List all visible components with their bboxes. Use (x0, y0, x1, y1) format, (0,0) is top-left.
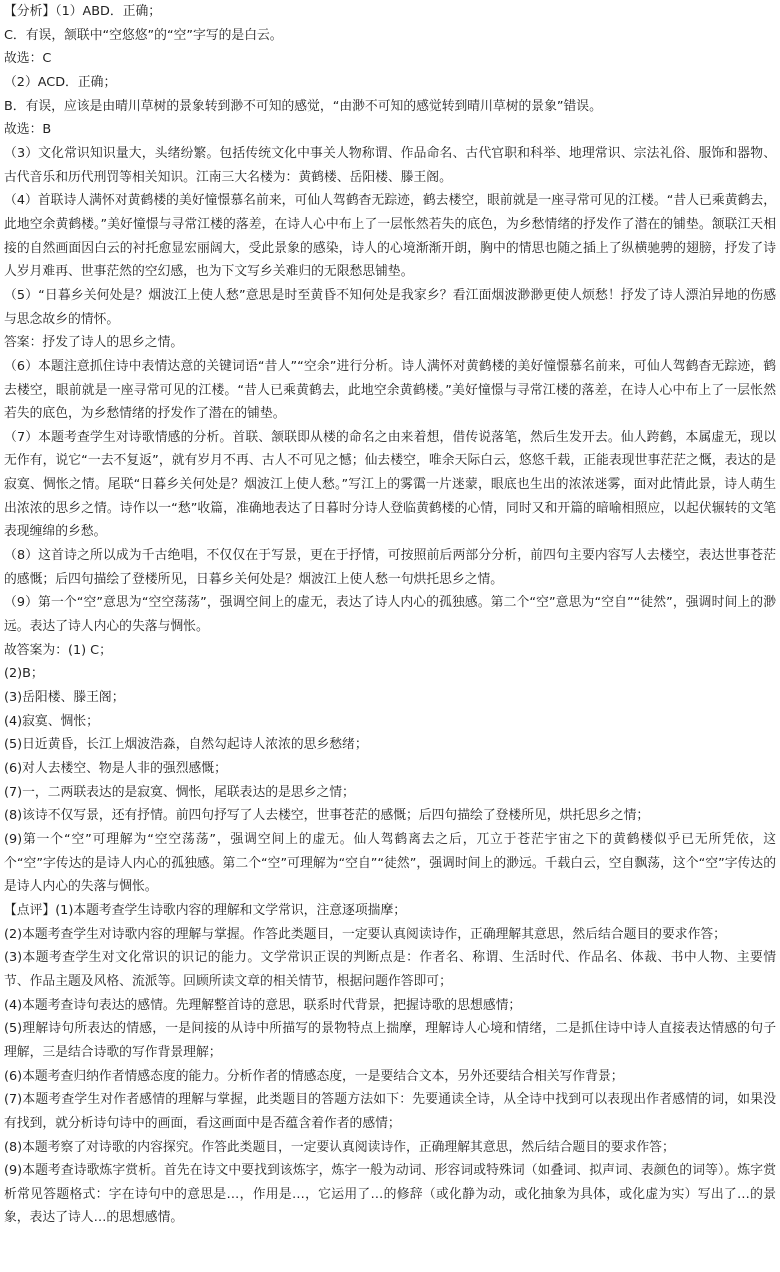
comment-4: (4)本题考查诗句表达的感情。先理解整首诗的意思，联系时代背景，把握诗歌的思想感情； (4, 997, 522, 1013)
paragraph-5: （5）“日暮乡关何处是？烟波江上使人愁”意思是时至黄昏不知何处是我家乡？看江面烟波渺渺更使人烦愁！抒发了诗人漂泊异地的伤感与思念故乡的情怀。 (4, 287, 776, 327)
answer-7: (7)一，二两联表达的是寂寞、惆怅，尾联表达的是思乡之情； (4, 784, 355, 800)
paragraph-8: （8）这首诗之所以成为千古绝唱，不仅仅在于写景，更在于抒情，可按照前后两部分分析，前四句主要内容写人去楼空，表达世事苍茫的感慨；后四句描绘了登楼所见，日暮乡关何处是？烟波江上使人愁一句烘托思乡之情。 (4, 548, 776, 587)
comment-9: (9)本题考查诗歌炼字赏析。首先在诗文中要找到该炼字，炼字一般为动词、形容词或特殊词（如叠词、拟声词、表颜色的词等）。炼字赏析常见答题格式：字在诗句中的意思是…，作用是…，它运用了…的修辞（或化静为动，或化抽象为具体，或化虚为实）写出了…的景象，表达了诗人…的思想感情。 (4, 1163, 776, 1226)
comment-2: (2)本题考查学生对诗歌内容的理解与掌握。作答此类题目，一定要认真阅读诗作，正确理解其意思，然后结合题目的要求作答； (4, 926, 726, 942)
answer-9: (9)第一个“空”可理解为“空空荡荡”，强调空间上的虚无。仙人驾鹤离去之后，兀立于苍茫宇宙之下的黄鹤楼似乎已无所凭依，这个“空”字传达的是诗人内心的孤独感。第二个“空”可理解为“空自”“徒然”，强调时间上的渺远。千载白云，空自飘荡，这个“空”字传达的是诗人内心的失落与惆怅。 (4, 831, 776, 895)
comment-1: 【点评】(1)本题考查学生诗歌内容的理解和文学常识，注意逐项揣摩； (4, 902, 407, 918)
paragraph-5-answer: 答案：抒发了诗人的思乡之情。 (4, 335, 184, 351)
answer-3: (3)岳阳楼、滕王阁； (4, 690, 125, 706)
comment-8: (8)本题考察了对诗歌的内容探究。作答此类题目，一定要认真阅读诗作，正确理解其意思，然后结合题目的要求作答； (4, 1139, 675, 1155)
paragraph-9: （9）第一个“空”意思为“空空荡荡”，强调空间上的虚无，表达了诗人内心的孤独感。第二个“空”意思为“空自”“徒然”，强调时间上的渺远。表达了诗人内心的失落与惆怅。 (4, 595, 776, 635)
comment-3: (3)本题考查学生对文化常识的识记的能力。文学常识正误的判断点是：作者名、称谓、生活时代、作品名、体裁、书中人物、主要情节、作品主题及风格、流派等。回顾所读文章的相关情节，根据问题作答即可； (4, 950, 776, 989)
paragraph-2-answer: 故选：B (4, 122, 52, 138)
paragraph-6: （6）本题注意抓住诗中表情达意的关键词语“昔人”“空余”进行分析。诗人满怀对黄鹤楼的美好憧憬慕名前来，可仙人驾鹤杳无踪迹，鹤去楼空，眼前就是一座寻常可见的江楼。“昔人已乘黄鹤去，此地空余黄鹤楼。”美好憧憬与寻常江楼的落差，在诗人心中布上了一层怅然若失的底色，为乡愁情绪的抒发作了潜在的铺垫。 (4, 358, 776, 422)
comment-6: (6)本题考查归纳作者情感态度的能力。分析作者的情感态度，一是要结合文本，另外还要结合相关写作背景； (4, 1068, 624, 1084)
paragraph-3: （3）文化常识知识量大，头绪纷繁。包括传统文化中事关人物称谓、作品命名、古代官职和科举、地理常识、宗法礼俗、服饰和器物、古代音乐和历代刑罚等相关知识。江南三大名楼为：黄鹤楼、岳阳楼、滕王阁。 (4, 145, 776, 185)
analysis-document (4, 0, 776, 1230)
paragraph-4: （4）首联诗人满怀对黄鹤楼的美好憧憬慕名前来，可仙人驾鹤杳无踪迹，鹤去楼空，眼前就是一座寻常可见的江楼。“昔人已乘黄鹤去，此地空余黄鹤楼。”美好憧憬与寻常江楼的落差，在诗人心中布上了一层怅然若失的底色，为乡愁情绪的抒发作了潜在的铺垫。颔联江天相接的自然画面因白云的衬托愈显宏丽阔大，受此景象的感染，诗人的心境渐渐开朗，胸中的情思也随之插上了纵横驰骋的翅膀，抒发了诗人岁月难再、世事茫然的空幻感，也为下文写乡关难归的无限愁思铺垫。 (4, 193, 776, 280)
answer-2: (2)B； (4, 666, 44, 682)
answer-8: (8)该诗不仅写景，还有抒情。前四句抒写了人去楼空，世事苍茫的感慨；后四句描绘了登楼所见，烘托思乡之情； (4, 808, 650, 824)
comment-5: (5)理解诗句所表达的情感，一是间接的从诗中所描写的景物特点上揣摩，理解诗人心境和情绪，二是抓住诗中诗人直接表达情感的句子理解，三是结合诗歌的写作背景理解； (4, 1021, 776, 1060)
paragraph-2-option-b: B．有误，应该是由晴川草树的景象转到渺不可知的感觉，“由渺不可知的感觉转到晴川草树的景象”错误。 (4, 98, 602, 114)
paragraph-7: （7）本题考查学生对诗歌情感的分析。首联、颔联即从楼的命名之由来着想，借传说落笔，然后生发开去。仙人跨鹤，本属虚无，现以无作有，说它“一去不复返”，就有岁月不再、古人不可见之憾；仙去楼空，唯余天际白云，悠悠千载，正能表现世事茫茫之慨，表达的是寂寞、惆怅之情。尾联“日暮乡关何处是？烟波江上使人愁。”写江上的雾霭一片迷蒙，眼底也生出的浓浓迷雾，面对此情此景，诗人萌生出浓浓的思乡之情。诗作以一“愁”收篇，准确地表达了日暮时分诗人登临黄鹤楼的心情，同时又和开篇的暗喻相照应，以起伏辗转的文笔表现缠绵的乡愁。 (4, 429, 776, 540)
comment-7: (7)本题考查学生对作者感情的理解与掌握，此类题目的答题方法如下：先要通读全诗，从全诗中找到可以表现出作者感情的词，如果没有找到，就分析诗句诗中的画面，看这画面中是否蕴含着作者的感情； (4, 1092, 776, 1131)
answer-5: (5)日近黄昏，长江上烟波浩淼，自然勾起诗人浓浓的思乡愁绪； (4, 737, 368, 753)
answer-1: 故答案为：(1) C； (4, 642, 112, 658)
paragraph-1-option-c: C．有误，颔联中“空悠悠”的“空”字写的是白云。 (4, 27, 283, 43)
answer-4: (4)寂寞、惆怅； (4, 713, 99, 729)
paragraph-2-options: （2）ACD．正确； (4, 74, 117, 90)
paragraph-1-answer: 故选：C (4, 51, 52, 67)
answer-6: (6)对人去楼空、物是人非的强烈感慨； (4, 761, 227, 776)
paragraph-analysis-heading: 【分析】（1）ABD．正确； (4, 4, 162, 19)
